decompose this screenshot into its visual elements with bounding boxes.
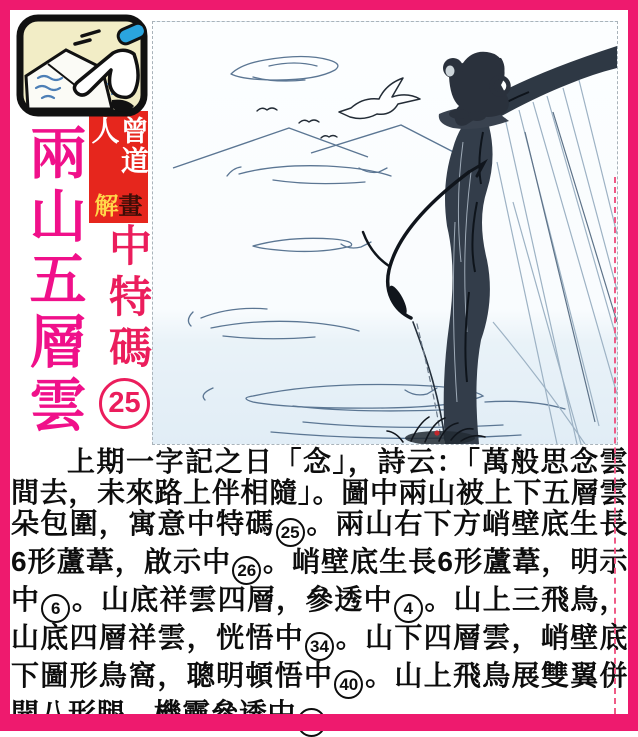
tip-number: 25 [108, 387, 141, 419]
hand-drawing-stamp-icon [16, 14, 148, 117]
main-title: 兩山五層雲 [21, 123, 85, 438]
tip-circled-number [99, 378, 150, 429]
small-birds-icon [257, 108, 337, 138]
circled-number: 26 [232, 556, 261, 585]
monkey-figure [443, 52, 509, 126]
tip-label: 中特碼 [103, 223, 151, 376]
waterfall-streaks [493, 80, 617, 444]
circled-number: 6 [41, 594, 70, 623]
author-badge [89, 111, 148, 223]
mountain-ridges [173, 125, 471, 168]
badge-suffix-char: 解 [94, 193, 119, 220]
circled-number: 4 [394, 594, 423, 623]
article-text: 上期一字記之日「念」，詩云：「萬般思念雲間去，未來路上伴相隨」。圖中兩山被上下五層雲朵包圍，寓意中特碼 25 。兩山右下方峭壁底生長6形蘆葦，啟示中 26 。峭壁底生長6形蘆葦，明示中 6 。山底祥雲四層，參透中 4 。山上三飛鳥，山底四層祥雲，恍悟中 34 。山下四層雲，峭壁底下圖形鳥窩，聰明頓悟中 40 。山上飛鳥展雙翼併開八形腿，機靈參透中 28 。 [11, 447, 628, 737]
badge-text: 曾道人 [88, 116, 149, 176]
circled-number: 28 [297, 708, 326, 737]
crane-icon [339, 78, 420, 118]
badge-suffix-char: 畫 [118, 193, 143, 220]
badge-suffix [95, 195, 143, 219]
circled-number: 34 [305, 632, 334, 661]
circled-number: 40 [334, 670, 363, 699]
ink-illustration [152, 21, 618, 445]
circled-number: 25 [276, 518, 305, 547]
cut-dashed-line [614, 177, 616, 714]
